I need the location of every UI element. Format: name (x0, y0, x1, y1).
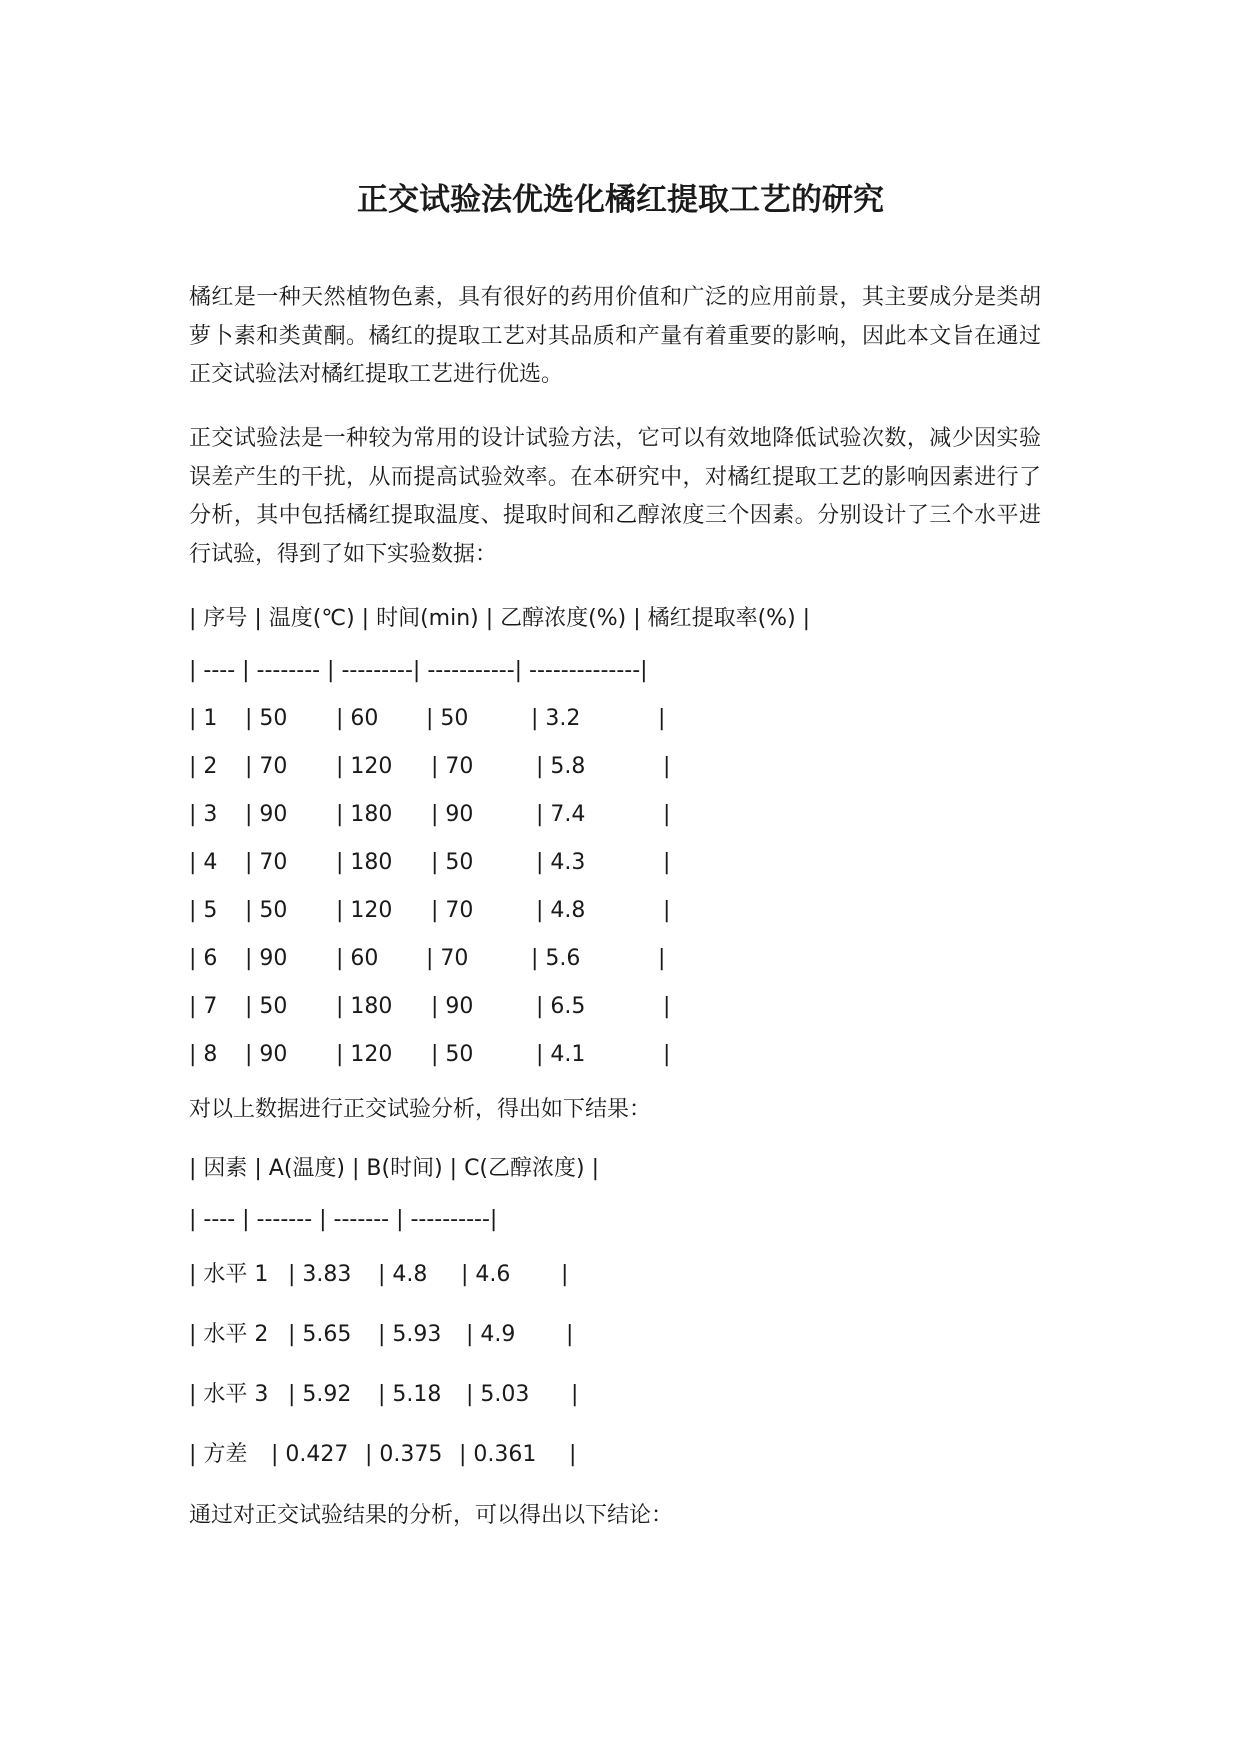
table-cell: | (663, 994, 671, 1019)
table-cell: | (658, 946, 666, 971)
table-cell: | (663, 850, 671, 875)
table-cell: | 50 (431, 850, 474, 875)
table-cell: | 3.83 (288, 1262, 352, 1287)
table-cell: | (663, 898, 671, 923)
table-cell: | 180 (336, 994, 393, 1019)
table-cell: | 50 (245, 994, 288, 1019)
table-cell: | 180 (336, 802, 393, 827)
table-cell: | 70 (431, 898, 474, 923)
table-cell: | 7.4 (536, 802, 586, 827)
table-cell: | 水平 1 (189, 1262, 269, 1287)
table-cell: | (571, 1382, 579, 1407)
table-cell: | 8 (189, 1042, 218, 1067)
table-cell: | 180 (336, 850, 393, 875)
table-cell: | 5.65 (288, 1322, 352, 1347)
table-cell: | 5.93 (378, 1322, 442, 1347)
document-title: 正交试验法优选化橘红提取工艺的研究 (357, 182, 884, 218)
table-cell: | 4.6 (461, 1262, 511, 1287)
table-cell: | 5.92 (288, 1382, 352, 1407)
table-cell: | 70 (431, 754, 474, 779)
table-cell: | 70 (426, 946, 469, 971)
table-cell: | 3 (189, 802, 218, 827)
table-cell: | 50 (245, 706, 288, 731)
table-cell: | 6.5 (536, 994, 586, 1019)
table-cell: | 50 (431, 1042, 474, 1067)
table-cell: | 90 (431, 802, 474, 827)
table-cell: | 50 (426, 706, 469, 731)
table-cell: | 70 (245, 850, 288, 875)
table-cell: | 90 (245, 946, 288, 971)
table-cell: | 7 (189, 994, 218, 1019)
table-cell: | 5.03 (466, 1382, 530, 1407)
table-cell: | 60 (336, 706, 379, 731)
table-cell: | (658, 706, 666, 731)
method-paragraph: 正交试验法是一种较为常用的设计试验方法，它可以有效地降低试验次数，减少因实验误差产生的干扰，从而提高试验效率。在本研究中，对橘红提取工艺的影响因素进行了分析，其中包括橘红提取温度、提取时间和乙醇浓度三个因素。分别设计了三个水平进行试验，得到了如下实验数据： (189, 426, 1041, 567)
table-cell: | 4.1 (536, 1042, 586, 1067)
table-cell: | 4 (189, 850, 218, 875)
table-cell: | (566, 1322, 574, 1347)
table2-header: | 因素 | A(温度) | B(时间) | C(乙醇浓度) | (189, 1156, 600, 1181)
table-cell: | (663, 754, 671, 779)
table-cell: | 90 (245, 802, 288, 827)
table-cell: | 70 (245, 754, 288, 779)
table-cell: | 50 (245, 898, 288, 923)
table-cell: | 6 (189, 946, 218, 971)
table-cell: | 0.361 (459, 1442, 537, 1467)
table-cell: | 方差 (189, 1442, 248, 1467)
conclusion-intro: 通过对正交试验结果的分析，可以得出以下结论： (189, 1503, 674, 1528)
table-cell: | 5 (189, 898, 218, 923)
table-cell: | 2 (189, 754, 218, 779)
table-cell: | 4.9 (466, 1322, 516, 1347)
table-cell: | 1 (189, 706, 218, 731)
table1-separator: | ---- | -------- | ---------| -----------| --------------| (189, 658, 648, 683)
analysis-intro: 对以上数据进行正交试验分析，得出如下结果： (189, 1097, 652, 1122)
intro-paragraph: 橘红是一种天然植物色素，具有很好的药用价值和广泛的应用前景，其主要成分是类胡萝卜素和类黄酮。橘红的提取工艺对其品质和产量有着重要的影响，因此本文旨在通过正交试验法对橘红提取工艺进行优选。 (189, 285, 1041, 387)
table-cell: | 60 (336, 946, 379, 971)
table-cell: | 120 (336, 1042, 393, 1067)
table-cell: | 水平 2 (189, 1322, 269, 1347)
table-cell: | (663, 1042, 671, 1067)
table-cell: | 5.6 (531, 946, 581, 971)
table-cell: | 0.375 (365, 1442, 443, 1467)
table-cell: | 90 (245, 1042, 288, 1067)
table-cell: | 水平 3 (189, 1382, 269, 1407)
table-cell: | 120 (336, 754, 393, 779)
table-cell: | 4.3 (536, 850, 586, 875)
table-cell: | 4.8 (378, 1262, 428, 1287)
table2-separator: | ---- | ------- | ------- | ----------| (189, 1207, 498, 1232)
table-cell: | (569, 1442, 577, 1467)
table1-header: | 序号 | 温度(℃) | 时间(min) | 乙醇浓度(%) | 橘红提取率(%) | (189, 606, 811, 631)
table-cell: | 5.8 (536, 754, 586, 779)
table-cell: | 0.427 (271, 1442, 349, 1467)
table-cell: | 3.2 (531, 706, 581, 731)
table-cell: | 4.8 (536, 898, 586, 923)
table-cell: | (663, 802, 671, 827)
table-cell: | (561, 1262, 569, 1287)
table-cell: | 120 (336, 898, 393, 923)
table-cell: | 5.18 (378, 1382, 442, 1407)
table-cell: | 90 (431, 994, 474, 1019)
